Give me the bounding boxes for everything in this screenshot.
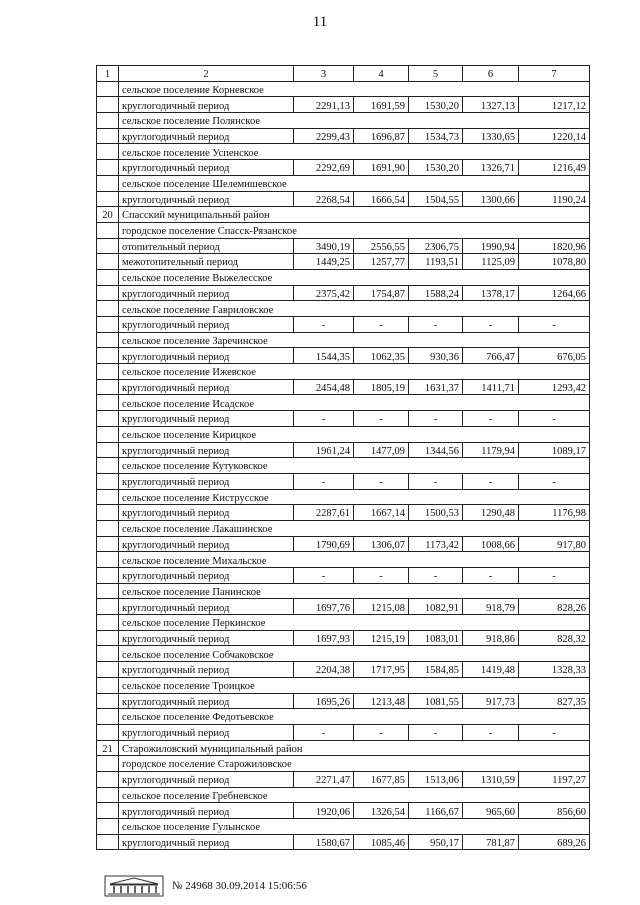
header-cell: 7	[519, 66, 590, 82]
value-cell: 1213,48	[354, 693, 409, 709]
value-cell: 1920,06	[294, 803, 354, 819]
value-cell: 1504,55	[409, 191, 463, 207]
value-cell: 1534,73	[409, 128, 463, 144]
value-cell: 1990,94	[463, 238, 519, 254]
settlement-name-cell: городское поселение Спасск-Рязанское	[119, 222, 590, 238]
settlement-name-row	[97, 269, 590, 285]
row-number-cell	[97, 269, 119, 285]
value-cell: 3490,19	[294, 238, 354, 254]
value-cell: 2291,13	[294, 97, 354, 113]
period-label-cell: круглогодичный период	[119, 128, 294, 144]
period-label-cell: круглогодичный период	[119, 803, 294, 819]
settlement-name-row	[97, 144, 590, 160]
value-cell: 1667,14	[354, 505, 409, 521]
settlement-name-cell: сельское поселение Выжелесское	[119, 269, 590, 285]
period-label-cell: круглогодичный период	[119, 724, 294, 740]
period-label-cell: круглогодичный период	[119, 97, 294, 113]
period-label-cell: отопительный период	[119, 238, 294, 254]
row-number-cell	[97, 583, 119, 599]
settlement-name-cell: сельское поселение Федотьевское	[119, 709, 590, 725]
value-cell: 856,60	[519, 803, 590, 819]
settlement-name-row	[97, 113, 590, 129]
row-number-cell	[97, 254, 119, 270]
value-cell: 1696,87	[354, 128, 409, 144]
value-cell: -	[463, 473, 519, 489]
row-number-cell	[97, 395, 119, 411]
tariff-data-row	[97, 411, 590, 427]
value-cell: 1215,19	[354, 630, 409, 646]
value-cell: 1125,09	[463, 254, 519, 270]
settlement-name-row	[97, 222, 590, 238]
row-number-cell	[97, 426, 119, 442]
value-cell: -	[354, 473, 409, 489]
row-number-cell	[97, 442, 119, 458]
row-number-cell	[97, 615, 119, 631]
footer-stamp	[104, 875, 307, 897]
tariff-data-row	[97, 348, 590, 364]
row-number-cell	[97, 803, 119, 819]
period-label-cell: круглогодичный период	[119, 568, 294, 584]
tariff-data-row	[97, 379, 590, 395]
value-cell: -	[409, 317, 463, 333]
row-number-cell	[97, 662, 119, 678]
row-number-cell	[97, 175, 119, 191]
value-cell: 2299,43	[294, 128, 354, 144]
settlement-name-cell: сельское поселение Кутуковское	[119, 458, 590, 474]
row-number-cell	[97, 81, 119, 97]
value-cell: 1310,59	[463, 771, 519, 787]
tariff-data-row	[97, 724, 590, 740]
row-number-cell	[97, 301, 119, 317]
settlement-name-cell: сельское поселение Шелемишевское	[119, 175, 590, 191]
tariff-data-row	[97, 254, 590, 270]
tariff-data-row	[97, 693, 590, 709]
tariff-data-row	[97, 505, 590, 521]
value-cell: 1449,25	[294, 254, 354, 270]
row-number-cell	[97, 364, 119, 380]
settlement-name-cell: городское поселение Старожиловское	[119, 756, 590, 772]
value-cell: 2375,42	[294, 285, 354, 301]
value-cell: 1082,91	[409, 599, 463, 615]
settlement-name-row	[97, 615, 590, 631]
value-cell: 2268,54	[294, 191, 354, 207]
row-number-cell	[97, 191, 119, 207]
value-cell: 1378,17	[463, 285, 519, 301]
value-cell: 950,17	[409, 834, 463, 850]
value-cell: -	[294, 568, 354, 584]
settlement-name-row	[97, 677, 590, 693]
settlement-name-row	[97, 552, 590, 568]
value-cell: 1166,67	[409, 803, 463, 819]
value-cell: 1081,55	[409, 693, 463, 709]
value-cell: 1197,27	[519, 771, 590, 787]
settlement-name-row	[97, 332, 590, 348]
tariff-data-row	[97, 771, 590, 787]
value-cell: 2306,75	[409, 238, 463, 254]
row-number-cell	[97, 144, 119, 160]
row-number-cell	[97, 819, 119, 835]
value-cell: 1588,24	[409, 285, 463, 301]
period-label-cell: круглогодичный период	[119, 834, 294, 850]
tariff-data-row	[97, 662, 590, 678]
value-cell: -	[519, 317, 590, 333]
value-cell: -	[354, 568, 409, 584]
value-cell: 1754,87	[354, 285, 409, 301]
row-number-cell	[97, 473, 119, 489]
settlement-name-cell: сельское поселение Заречинское	[119, 332, 590, 348]
value-cell: 1411,71	[463, 379, 519, 395]
table-header-row	[97, 66, 590, 82]
settlement-name-cell: сельское поселение Киструсское	[119, 489, 590, 505]
value-cell: 1691,59	[354, 97, 409, 113]
document-stamp-text: № 24968 30.09.2014 15:06:56	[172, 880, 307, 892]
period-label-cell: круглогодичный период	[119, 771, 294, 787]
settlement-name-cell: сельское поселение Лакашинское	[119, 520, 590, 536]
settlement-name-row	[97, 207, 590, 223]
settlement-name-cell: сельское поселение Гавриловское	[119, 301, 590, 317]
settlement-name-row	[97, 301, 590, 317]
settlement-name-row	[97, 81, 590, 97]
row-number-cell	[97, 646, 119, 662]
value-cell: -	[354, 411, 409, 427]
value-cell: 1220,14	[519, 128, 590, 144]
value-cell: 1216,49	[519, 160, 590, 176]
value-cell: 1344,56	[409, 442, 463, 458]
period-label-cell: круглогодичный период	[119, 411, 294, 427]
row-number-cell	[97, 348, 119, 364]
settlement-name-row	[97, 787, 590, 803]
settlement-name-cell: сельское поселение Корневское	[119, 81, 590, 97]
row-number-cell	[97, 677, 119, 693]
value-cell: 1300,66	[463, 191, 519, 207]
value-cell: -	[294, 317, 354, 333]
value-cell: 918,79	[463, 599, 519, 615]
value-cell: 1257,77	[354, 254, 409, 270]
settlement-name-row	[97, 520, 590, 536]
value-cell: 1513,06	[409, 771, 463, 787]
settlement-name-cell: сельское поселение Ижевское	[119, 364, 590, 380]
tariff-data-row	[97, 238, 590, 254]
settlement-name-row	[97, 489, 590, 505]
row-number-cell	[97, 787, 119, 803]
tariff-data-row	[97, 128, 590, 144]
value-cell: -	[463, 317, 519, 333]
settlement-name-cell: сельское поселение Полянское	[119, 113, 590, 129]
value-cell: 918,86	[463, 630, 519, 646]
row-number-cell	[97, 630, 119, 646]
row-number-cell	[97, 128, 119, 144]
row-number-cell	[97, 599, 119, 615]
row-number-cell	[97, 489, 119, 505]
settlement-name-row	[97, 709, 590, 725]
row-number-cell: 21	[97, 740, 119, 756]
period-label-cell: круглогодичный период	[119, 348, 294, 364]
settlement-name-cell: сельское поселение Успенское	[119, 144, 590, 160]
settlement-name-row	[97, 426, 590, 442]
value-cell: -	[409, 411, 463, 427]
value-cell: 917,80	[519, 536, 590, 552]
row-number-cell	[97, 536, 119, 552]
value-cell: 1500,53	[409, 505, 463, 521]
value-cell: 1173,42	[409, 536, 463, 552]
value-cell: 1717,95	[354, 662, 409, 678]
header-cell: 5	[409, 66, 463, 82]
value-cell: -	[519, 473, 590, 489]
tariff-data-row	[97, 160, 590, 176]
header-cell: 2	[119, 66, 294, 82]
settlement-name-row	[97, 819, 590, 835]
settlement-name-cell: сельское поселение Гребневское	[119, 787, 590, 803]
value-cell: -	[354, 317, 409, 333]
value-cell: 1666,54	[354, 191, 409, 207]
period-label-cell: круглогодичный период	[119, 536, 294, 552]
tariff-data-row	[97, 473, 590, 489]
period-label-cell: межотопительный период	[119, 254, 294, 270]
period-label-cell: круглогодичный период	[119, 191, 294, 207]
row-number-cell	[97, 379, 119, 395]
value-cell: 1419,48	[463, 662, 519, 678]
tariff-data-row	[97, 599, 590, 615]
row-number-cell: 20	[97, 207, 119, 223]
row-number-cell	[97, 160, 119, 176]
value-cell: 1330,65	[463, 128, 519, 144]
value-cell: 689,26	[519, 834, 590, 850]
settlement-name-row	[97, 364, 590, 380]
period-label-cell: круглогодичный период	[119, 285, 294, 301]
period-label-cell: круглогодичный период	[119, 442, 294, 458]
row-number-cell	[97, 458, 119, 474]
value-cell: 1306,07	[354, 536, 409, 552]
value-cell: -	[519, 568, 590, 584]
value-cell: 2556,55	[354, 238, 409, 254]
tariff-data-row	[97, 568, 590, 584]
value-cell: 2271,47	[294, 771, 354, 787]
value-cell: -	[294, 411, 354, 427]
settlement-name-cell: сельское поселение Собчаковское	[119, 646, 590, 662]
row-number-cell	[97, 520, 119, 536]
settlement-name-cell: сельское поселение Троицкое	[119, 677, 590, 693]
row-number-cell	[97, 238, 119, 254]
value-cell: -	[409, 724, 463, 740]
value-cell: -	[463, 724, 519, 740]
value-cell: 1790,69	[294, 536, 354, 552]
value-cell: 1264,66	[519, 285, 590, 301]
row-number-cell	[97, 113, 119, 129]
value-cell: 1477,09	[354, 442, 409, 458]
settlement-name-row	[97, 756, 590, 772]
tariff-data-row	[97, 317, 590, 333]
value-cell: 917,73	[463, 693, 519, 709]
value-cell: 2204,38	[294, 662, 354, 678]
value-cell: 1062,35	[354, 348, 409, 364]
header-cell: 1	[97, 66, 119, 82]
value-cell: -	[463, 568, 519, 584]
value-cell: 676,05	[519, 348, 590, 364]
value-cell: -	[519, 411, 590, 427]
settlement-name-cell: сельское поселение Исадское	[119, 395, 590, 411]
value-cell: -	[519, 724, 590, 740]
row-number-cell	[97, 709, 119, 725]
value-cell: 2287,61	[294, 505, 354, 521]
tariff-data-row	[97, 442, 590, 458]
header-cell: 4	[354, 66, 409, 82]
value-cell: 1530,20	[409, 160, 463, 176]
row-number-cell	[97, 285, 119, 301]
value-cell: 1695,26	[294, 693, 354, 709]
value-cell: -	[409, 473, 463, 489]
tariff-data-row	[97, 191, 590, 207]
tariff-data-row	[97, 285, 590, 301]
period-label-cell: круглогодичный период	[119, 473, 294, 489]
row-number-cell	[97, 568, 119, 584]
settlement-name-cell: сельское поселение Панинское	[119, 583, 590, 599]
value-cell: -	[294, 724, 354, 740]
value-cell: -	[463, 411, 519, 427]
value-cell: -	[294, 473, 354, 489]
value-cell: 1805,19	[354, 379, 409, 395]
value-cell: 1677,85	[354, 771, 409, 787]
value-cell: 930,36	[409, 348, 463, 364]
value-cell: 1820,96	[519, 238, 590, 254]
period-label-cell: круглогодичный период	[119, 693, 294, 709]
row-number-cell	[97, 693, 119, 709]
value-cell: 965,60	[463, 803, 519, 819]
row-number-cell	[97, 97, 119, 113]
row-number-cell	[97, 505, 119, 521]
value-cell: 1544,35	[294, 348, 354, 364]
settlement-name-cell: Старожиловский муниципальный район	[119, 740, 590, 756]
value-cell: 781,87	[463, 834, 519, 850]
period-label-cell: круглогодичный период	[119, 379, 294, 395]
tariff-data-row	[97, 97, 590, 113]
value-cell: 828,26	[519, 599, 590, 615]
value-cell: 1697,93	[294, 630, 354, 646]
tariff-data-row	[97, 536, 590, 552]
settlement-name-row	[97, 175, 590, 191]
value-cell: 1631,37	[409, 379, 463, 395]
value-cell: 1089,17	[519, 442, 590, 458]
value-cell: 1584,85	[409, 662, 463, 678]
value-cell: 2454,48	[294, 379, 354, 395]
value-cell: 1293,42	[519, 379, 590, 395]
row-number-cell	[97, 834, 119, 850]
settlement-name-row	[97, 583, 590, 599]
row-number-cell	[97, 724, 119, 740]
settlement-name-row	[97, 740, 590, 756]
settlement-name-cell: сельское поселение Гулынское	[119, 819, 590, 835]
settlement-name-row	[97, 646, 590, 662]
value-cell: 1078,80	[519, 254, 590, 270]
header-cell: 6	[463, 66, 519, 82]
value-cell: 1327,13	[463, 97, 519, 113]
row-number-cell	[97, 411, 119, 427]
value-cell: -	[409, 568, 463, 584]
value-cell: 1217,12	[519, 97, 590, 113]
value-cell: 1083,01	[409, 630, 463, 646]
value-cell: 1530,20	[409, 97, 463, 113]
row-number-cell	[97, 332, 119, 348]
value-cell: 1190,24	[519, 191, 590, 207]
government-building-logo-icon	[104, 875, 164, 897]
value-cell: 1193,51	[409, 254, 463, 270]
settlement-name-cell: сельское поселение Перкинское	[119, 615, 590, 631]
value-cell: 1179,94	[463, 442, 519, 458]
tariff-data-row	[97, 834, 590, 850]
period-label-cell: круглогодичный период	[119, 160, 294, 176]
value-cell: 1691,90	[354, 160, 409, 176]
value-cell: 1328,33	[519, 662, 590, 678]
tariff-table	[96, 65, 590, 850]
value-cell: 1961,24	[294, 442, 354, 458]
value-cell: 1085,46	[354, 834, 409, 850]
value-cell: -	[354, 724, 409, 740]
value-cell: 1290,48	[463, 505, 519, 521]
page-number: 11	[312, 14, 328, 30]
period-label-cell: круглогодичный период	[119, 317, 294, 333]
value-cell: 827,35	[519, 693, 590, 709]
settlement-name-cell: сельское поселение Михальское	[119, 552, 590, 568]
value-cell: 828,32	[519, 630, 590, 646]
value-cell: 1580,67	[294, 834, 354, 850]
settlement-name-row	[97, 458, 590, 474]
value-cell: 766,47	[463, 348, 519, 364]
row-number-cell	[97, 317, 119, 333]
settlement-name-cell: Спасский муниципальный район	[119, 207, 590, 223]
value-cell: 1008,66	[463, 536, 519, 552]
row-number-cell	[97, 756, 119, 772]
period-label-cell: круглогодичный период	[119, 599, 294, 615]
period-label-cell: круглогодичный период	[119, 662, 294, 678]
row-number-cell	[97, 771, 119, 787]
row-number-cell	[97, 552, 119, 568]
tariff-data-row	[97, 630, 590, 646]
value-cell: 2292,69	[294, 160, 354, 176]
tariff-data-row	[97, 803, 590, 819]
settlement-name-cell: сельское поселение Кирицкое	[119, 426, 590, 442]
value-cell: 1697,76	[294, 599, 354, 615]
value-cell: 1215,08	[354, 599, 409, 615]
settlement-name-row	[97, 395, 590, 411]
header-cell: 3	[294, 66, 354, 82]
value-cell: 1176,98	[519, 505, 590, 521]
value-cell: 1326,54	[354, 803, 409, 819]
value-cell: 1326,71	[463, 160, 519, 176]
period-label-cell: круглогодичный период	[119, 505, 294, 521]
period-label-cell: круглогодичный период	[119, 630, 294, 646]
row-number-cell	[97, 222, 119, 238]
